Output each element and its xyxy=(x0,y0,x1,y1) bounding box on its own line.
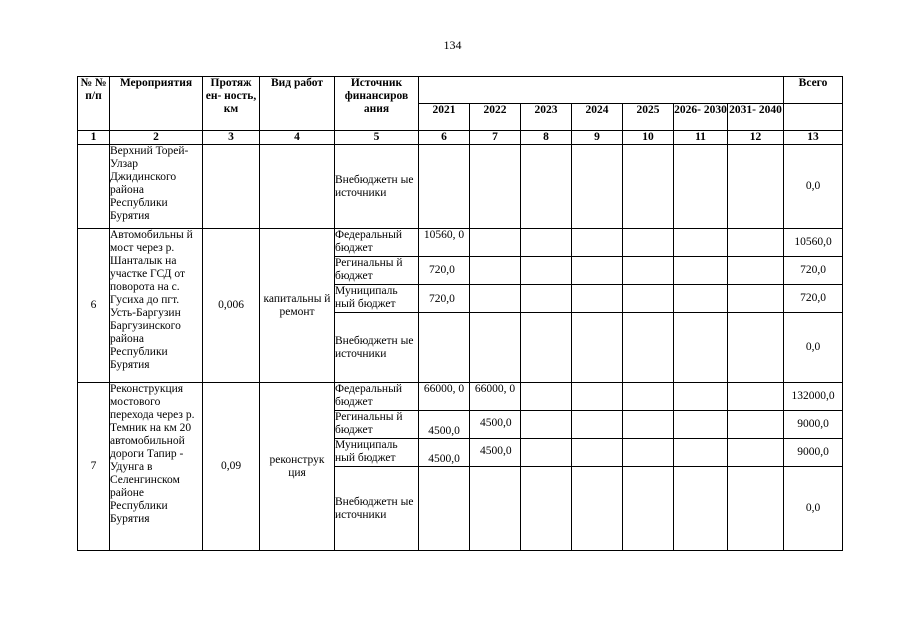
total-cell: 0,0 xyxy=(784,467,843,551)
column-number: 6 xyxy=(419,131,470,145)
work-type-cell xyxy=(260,145,335,229)
header-year: 2031- 2040 xyxy=(728,104,784,131)
header-year: 2025 xyxy=(623,104,674,131)
header-years-group xyxy=(419,77,784,104)
column-number: 10 xyxy=(623,131,674,145)
column-number: 7 xyxy=(470,131,521,145)
funding-source: Внебюджетн ые источники xyxy=(335,313,419,383)
header-year: 2023 xyxy=(521,104,572,131)
column-number: 3 xyxy=(203,131,260,145)
header-year: 2022 xyxy=(470,104,521,131)
header-length: Протяж ен- ность, км xyxy=(203,77,260,131)
funding-source: Регинальны й бюджет xyxy=(335,257,419,285)
value-2021: 720,0 xyxy=(419,257,470,285)
funding-source: Федеральный бюджет xyxy=(335,229,419,257)
row-num xyxy=(78,145,110,229)
value-2022: 66000, 0 xyxy=(470,383,521,411)
page-number: 134 xyxy=(443,38,462,52)
column-number: 13 xyxy=(784,131,843,145)
work-type-cell: капитальны й ремонт xyxy=(260,229,335,383)
header-work-type: Вид работ xyxy=(260,77,335,131)
total-cell: 720,0 xyxy=(784,285,843,313)
table-row xyxy=(78,383,843,411)
event-description: Реконструкция мостового перехода через р. Темник на км 20 автомобильной дороги Тапир - Удунга в Селенгинском районе Республики Бурятия xyxy=(110,383,203,551)
work-type-cell: реконструк ция xyxy=(260,383,335,551)
total-cell: 0,0 xyxy=(784,313,843,383)
header-source: Источник финансиров ания xyxy=(335,77,419,131)
column-number: 4 xyxy=(260,131,335,145)
funding-source: Муниципаль ный бюджет xyxy=(335,285,419,313)
column-number: 8 xyxy=(521,131,572,145)
column-number: 2 xyxy=(110,131,203,145)
length-cell: 0,006 xyxy=(203,229,260,383)
funding-source: Внебюджетн ые источники xyxy=(335,467,419,551)
row-num: 7 xyxy=(78,383,110,551)
total-cell: 132000,0 xyxy=(784,383,843,411)
header-year: 2021 xyxy=(419,104,470,131)
header-year: 2026- 2030 xyxy=(674,104,728,131)
length-cell xyxy=(203,145,260,229)
column-number-row xyxy=(78,131,843,145)
funding-source: Муниципаль ный бюджет xyxy=(335,439,419,467)
column-number: 11 xyxy=(674,131,728,145)
value-2021: 10560, 0 xyxy=(419,229,470,257)
value-2021: 720,0 xyxy=(419,285,470,313)
funding-source: Регинальны й бюджет xyxy=(335,411,419,439)
table-row xyxy=(78,229,843,257)
value-2021: 4500,0 xyxy=(419,439,470,467)
funding-source: Внебюджетн ые источники xyxy=(335,145,419,229)
total-cell: 10560,0 xyxy=(784,229,843,257)
value-2021: 66000, 0 xyxy=(419,383,470,411)
event-description: Автомобильны й мост через р. Шанталык на участке ГСД от поворота на с. Гусиха до пгт. Усть-Баргузин Баргузинского района Республики Бурятия xyxy=(110,229,203,383)
column-number: 5 xyxy=(335,131,419,145)
funding-table xyxy=(77,76,843,551)
total-cell: 9000,0 xyxy=(784,411,843,439)
header-total: Всего xyxy=(784,77,843,104)
value-2021: 4500,0 xyxy=(419,411,470,439)
value-2022: 4500,0 xyxy=(470,411,521,439)
length-cell: 0,09 xyxy=(203,383,260,551)
header-event: Мероприятия xyxy=(110,77,203,131)
header-year: 2024 xyxy=(572,104,623,131)
header-num: № № п/п xyxy=(78,77,110,131)
funding-source: Федеральный бюджет xyxy=(335,383,419,411)
column-number: 9 xyxy=(572,131,623,145)
header-total-blank xyxy=(784,104,843,131)
column-number: 12 xyxy=(728,131,784,145)
total-cell: 9000,0 xyxy=(784,439,843,467)
row-num: 6 xyxy=(78,229,110,383)
total-cell: 0,0 xyxy=(784,145,843,229)
column-number: 1 xyxy=(78,131,110,145)
table-row xyxy=(78,145,843,229)
total-cell: 720,0 xyxy=(784,257,843,285)
value-2022: 4500,0 xyxy=(470,439,521,467)
event-description: Верхний Торей- Улзар Джидинского района Республики Бурятия xyxy=(110,145,203,229)
